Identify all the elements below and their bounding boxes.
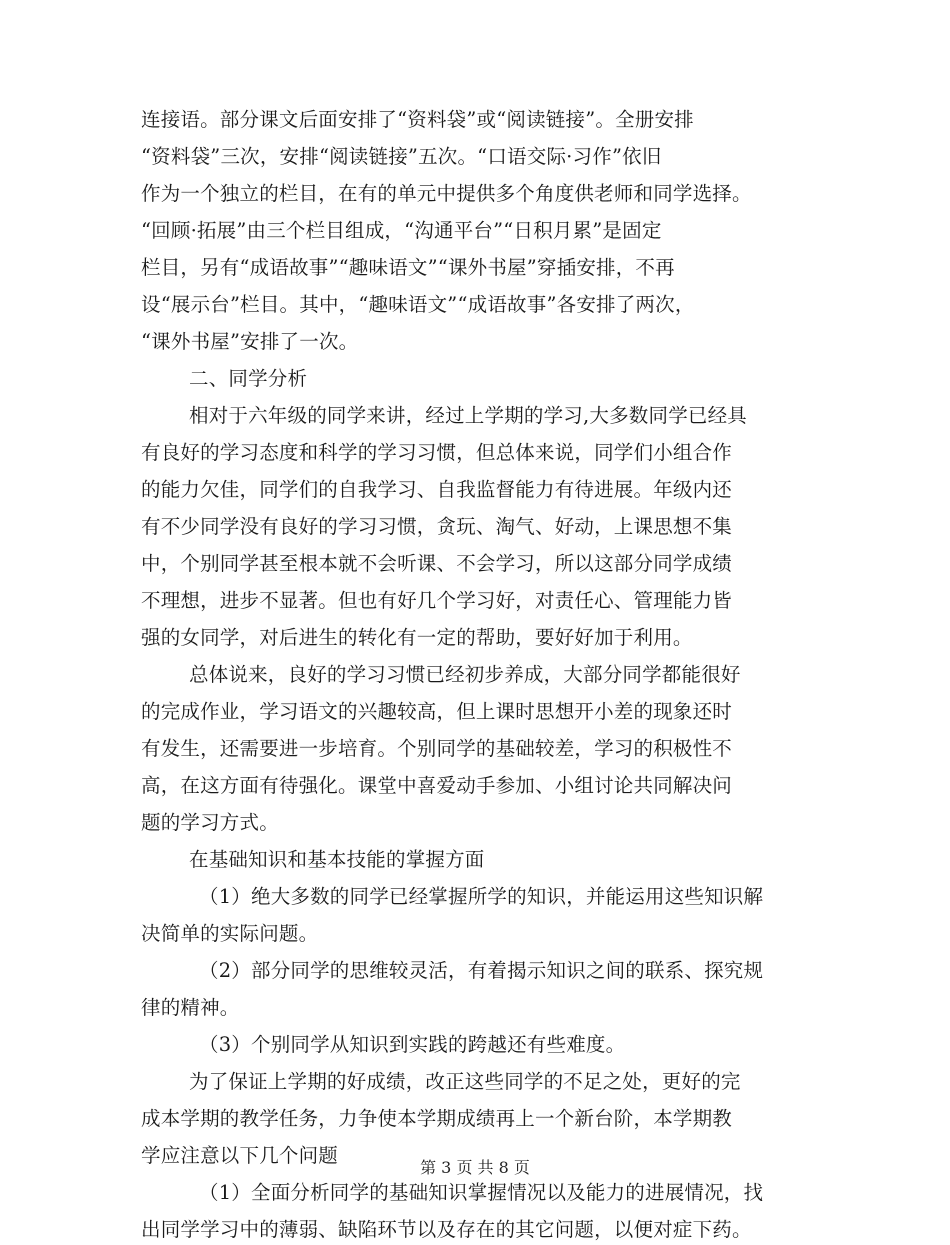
text-line: 有不少同学没有良好的学习习惯，贪玩、淘气、好动，上课思想不集 [141, 515, 733, 538]
list-item: （3）个别同学从知识到实践的跨越还有些难度。 [199, 1033, 626, 1056]
text-line: 连接语。部分课文后面安排了“资料袋”或“阅读链接”。全册安排 [141, 108, 694, 131]
text-line: “资料袋”三次，安排“阅读链接”五次。“口语交际·习作”依旧 [141, 145, 662, 168]
text-line: 相对于六年级的同学来讲，经过上学期的学习,大多数同学已经具 [189, 404, 747, 427]
text-line: 的能力欠佳，同学们的自我学习、自我监督能力有待进展。年级内还 [141, 478, 733, 501]
text-line: 决简单的实际问题。 [141, 922, 319, 945]
text-line: 设“展示台”栏目。其中，“趣味语文”“成语故事”各安排了两次， [141, 293, 695, 316]
text-line: 强的女同学，对后进生的转化有一定的帮助，要好好加于利用。 [141, 626, 693, 649]
list-item: （1）全面分析同学的基础知识掌握情况以及能力的进展情况，找 [199, 1181, 764, 1204]
text-line: 学应注意以下几个问题 [141, 1144, 339, 1167]
text-line: 题的学习方式。 [141, 811, 279, 834]
text-line: 有发生，还需要进一步培育。个别同学的基础较差，学习的积极性不 [141, 737, 733, 760]
text-line: 栏目，另有“成语故事”“趣味语文”“课外书屋”穿插安排，不再 [141, 256, 675, 279]
list-item: （2）部分同学的思维较灵活，有着揭示知识之间的联系、探究规 [199, 959, 764, 982]
text-line: 在基础知识和基本技能的掌握方面 [189, 848, 485, 871]
text-line: 高，在这方面有待强化。课堂中喜爱动手参加、小组讨论共同解决问 [141, 774, 733, 797]
section-heading: 二、同学分析 [189, 367, 308, 390]
page-number-footer: 第 3 页 共 8 页 [420, 1158, 530, 1177]
text-line: 中，个别同学甚至根本就不会听课、不会学习，所以这部分同学成绩 [141, 552, 733, 575]
text-line: 的完成作业，学习语文的兴趣较高，但上课时思想开小差的现象还时 [141, 700, 733, 723]
list-item: （1）绝大多数的同学已经掌握所学的知识，并能运用这些知识解 [199, 885, 764, 908]
text-line: 律的精神。 [141, 996, 240, 1019]
text-line: 出同学学习中的薄弱、缺陷环节以及存在的其它问题，以便对症下药。 [141, 1218, 752, 1241]
text-line: 总体说来，良好的学习习惯已经初步养成，大部分同学都能很好 [189, 663, 741, 686]
text-line: “回顾·拓展”由三个栏目组成，“沟通平台”“日积月累”是固定 [141, 219, 662, 242]
text-line: 有良好的学习态度和科学的学习习惯，但总体来说，同学们小组合作 [141, 441, 733, 464]
text-line: 为了保证上学期的好成绩，改正这些同学的不足之处，更好的完 [189, 1070, 741, 1093]
text-line: “课外书屋”安排了一次。 [141, 330, 359, 353]
text-line: 不理想，进步不显著。但也有好几个学习好，对责任心、管理能力皆 [141, 589, 733, 612]
text-line: 成本学期的教学任务，力争使本学期成绩再上一个新台阶，本学期教 [141, 1107, 733, 1130]
text-line: 作为一个独立的栏目，在有的单元中提供多个角度供老师和同学选择。 [141, 182, 752, 205]
